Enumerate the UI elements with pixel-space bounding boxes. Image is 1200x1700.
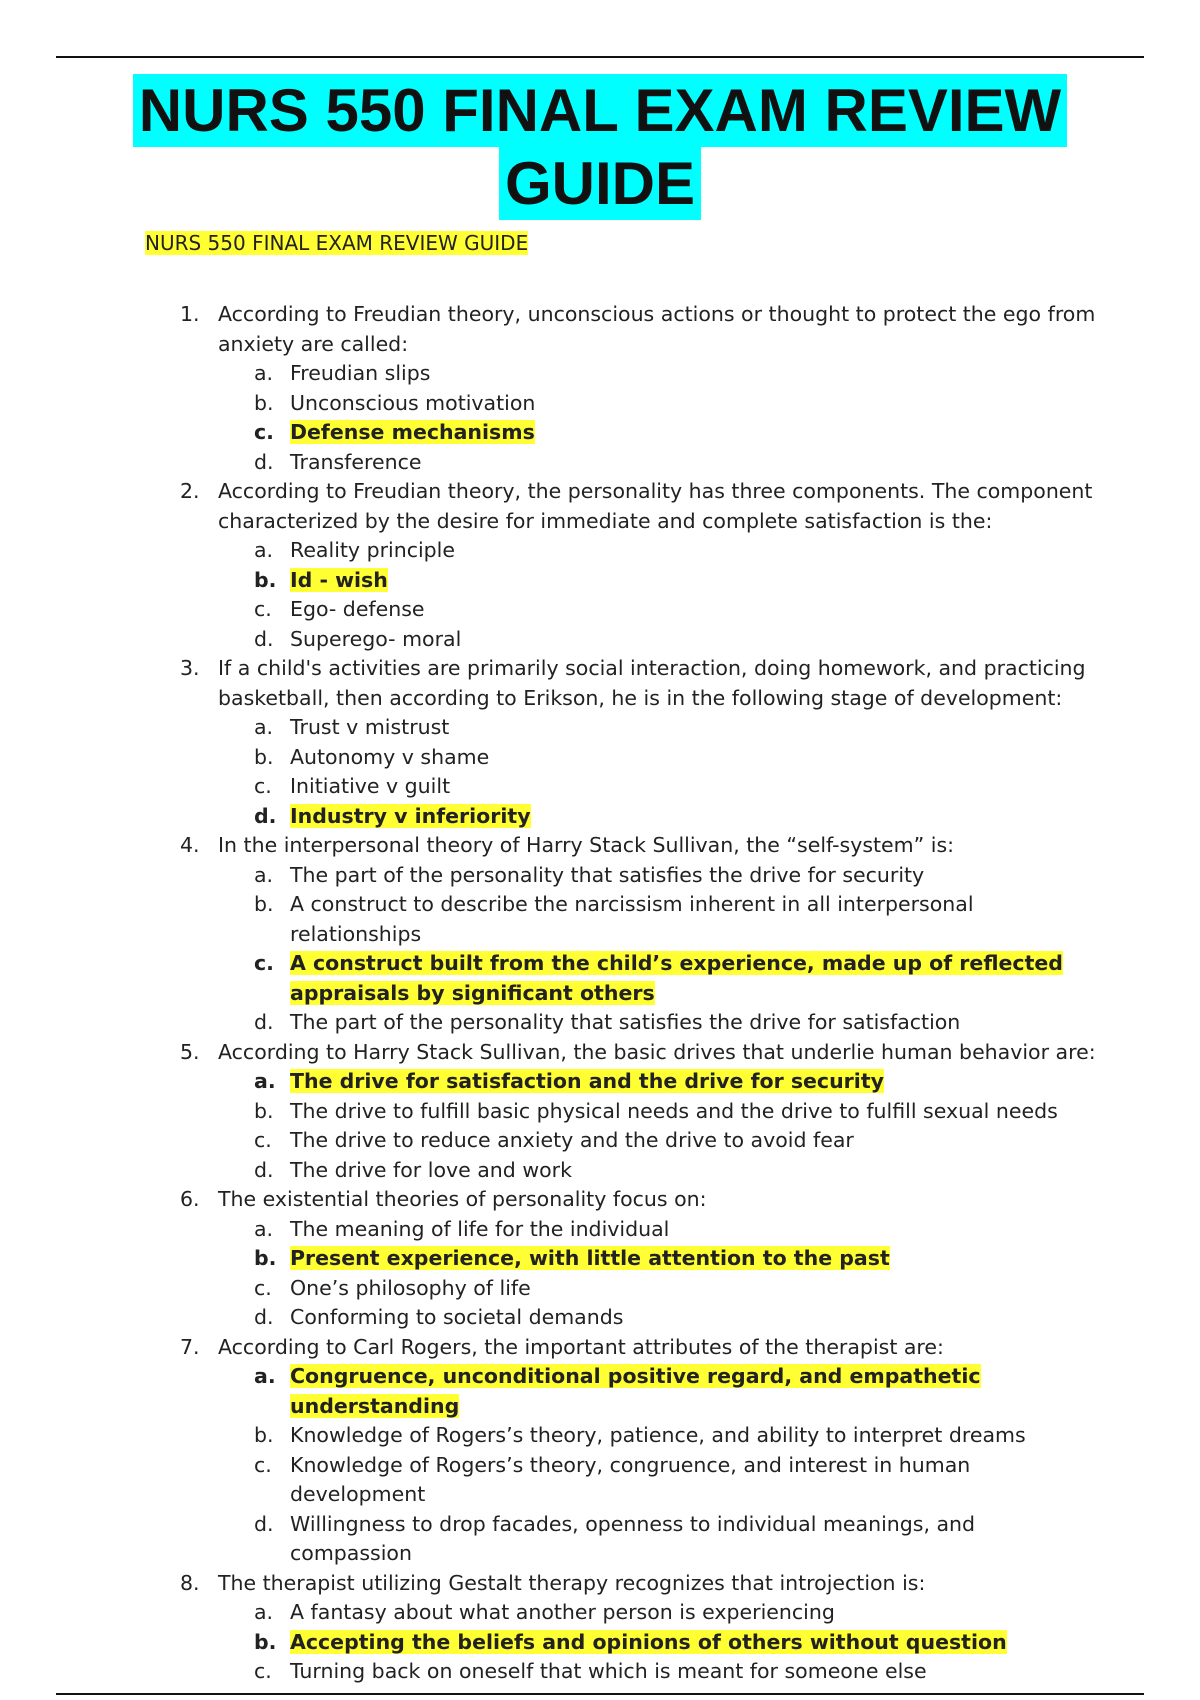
answer-option-correct <box>0 1362 1200 1421</box>
answer-option-correct <box>0 949 1200 1008</box>
question-6 <box>0 1185 1200 1215</box>
question-5 <box>0 1038 1200 1068</box>
question-number: 7. <box>180 1334 200 1359</box>
question-1 <box>0 300 1200 359</box>
question-number: 2. <box>180 479 200 503</box>
option-letter: c. <box>254 1659 272 1683</box>
option-letter: b. <box>254 1629 277 1654</box>
question-7 <box>0 1333 1200 1363</box>
option-letter: d. <box>254 803 277 828</box>
option-letter: b. <box>254 390 274 415</box>
option-text: Knowledge of Rogers’s theory, patience, and ability to interpret dreams <box>290 1423 1026 1447</box>
top-rule <box>56 56 1144 58</box>
option-text: Transference <box>290 449 422 474</box>
option-text: Knowledge of Rogers’s theory, congruence, and interest in human development <box>290 1452 971 1506</box>
option-letter: d. <box>254 449 274 474</box>
option-letter: a. <box>254 862 274 887</box>
option-text: Congruence, unconditional positive regard, and empathetic understanding <box>290 1364 981 1418</box>
option-text: Turning back on oneself that which is meant for someone else <box>290 1659 927 1683</box>
option-text: The part of the personality that satisfies the drive for satisfaction <box>290 1010 961 1034</box>
question-3 <box>0 654 1200 713</box>
option-letter: c. <box>254 1275 272 1300</box>
option-text: Trust v mistrust <box>290 715 450 739</box>
option-letter: b. <box>254 1246 277 1270</box>
option-letter: a. <box>254 538 274 562</box>
title-line-2: GUIDE <box>499 147 701 220</box>
answer-option <box>0 359 1200 389</box>
option-text: A fantasy about what another person is experiencing <box>290 1600 835 1624</box>
option-letter: c. <box>254 774 272 798</box>
option-text: Present experience, with little attention to the past <box>290 1246 890 1270</box>
option-letter: d. <box>254 1511 274 1536</box>
question-8 <box>0 1569 1200 1599</box>
answer-option <box>0 1510 1200 1569</box>
question-text: The therapist utilizing Gestalt therapy recognizes that introjection is: <box>218 1570 926 1595</box>
answer-option <box>0 536 1200 566</box>
answer-option <box>0 861 1200 891</box>
option-text: One’s philosophy of life <box>290 1275 531 1300</box>
option-letter: b. <box>254 1098 274 1123</box>
answer-option <box>0 772 1200 802</box>
option-letter: b. <box>254 892 274 916</box>
answer-option <box>0 1126 1200 1156</box>
option-text: Superego- moral <box>290 626 462 651</box>
question-text: According to Carl Rogers, the important attributes of the therapist are: <box>218 1334 944 1359</box>
title-line-1: NURS 550 FINAL EXAM REVIEW <box>133 74 1067 147</box>
question-number: 1. <box>180 302 200 326</box>
answer-option-correct <box>0 566 1200 596</box>
option-text: Accepting the beliefs and opinions of others without question <box>290 1629 1007 1654</box>
option-text: Initiative v guilt <box>290 774 451 798</box>
option-letter: b. <box>254 1423 274 1447</box>
option-letter: c. <box>254 597 272 621</box>
question-text: In the interpersonal theory of Harry Stack Sullivan, the “self-system” is: <box>218 833 955 857</box>
option-text: The drive for love and work <box>290 1157 572 1182</box>
question-text: According to Harry Stack Sullivan, the basic drives that underlie human behavior are: <box>218 1039 1096 1064</box>
question-2 <box>0 477 1200 536</box>
option-letter: c. <box>254 1452 272 1477</box>
option-letter: d. <box>254 1010 274 1034</box>
answer-option <box>0 595 1200 625</box>
option-letter: d. <box>254 626 274 651</box>
option-text: The drive to reduce anxiety and the drive to avoid fear <box>290 1128 854 1152</box>
bottom-rule <box>56 1693 1144 1695</box>
question-text: According to Freudian theory, unconscious actions or thought to protect the ego from anxiety are called: <box>218 302 1096 356</box>
option-letter: b. <box>254 744 274 769</box>
option-text: The drive to fulfill basic physical needs and the drive to fulfill sexual needs <box>290 1098 1058 1123</box>
option-letter: a. <box>254 1600 274 1624</box>
option-text: A construct to describe the narcissism inherent in all interpersonal relationships <box>290 892 974 946</box>
answer-option-correct <box>0 1628 1200 1658</box>
option-letter: d. <box>254 1157 274 1182</box>
question-number: 8. <box>180 1570 200 1595</box>
option-letter: c. <box>254 420 274 444</box>
option-text: Defense mechanisms <box>290 420 535 444</box>
answer-option <box>0 1274 1200 1304</box>
question-text: The existential theories of personality focus on: <box>218 1187 707 1211</box>
subtitle-text: NURS 550 FINAL EXAM REVIEW GUIDE <box>145 231 529 255</box>
question-number: 4. <box>180 833 200 857</box>
option-letter: c. <box>254 951 274 975</box>
answer-option <box>0 713 1200 743</box>
option-text: Id - wish <box>290 567 388 592</box>
option-text: The meaning of life for the individual <box>290 1216 670 1241</box>
option-text: Freudian slips <box>290 361 431 385</box>
answer-option-correct <box>0 802 1200 832</box>
answer-option <box>0 448 1200 478</box>
question-list <box>0 300 1200 1687</box>
option-text: Unconscious motivation <box>290 390 536 415</box>
option-text: Willingness to drop facades, openness to individual meanings, and compassion <box>290 1511 976 1565</box>
option-text: Ego- defense <box>290 597 425 621</box>
option-text: Autonomy v shame <box>290 744 490 769</box>
option-text: Reality principle <box>290 538 455 562</box>
question-number: 3. <box>180 656 200 680</box>
option-letter: a. <box>254 361 274 385</box>
question-text: If a child's activities are primarily social interaction, doing homework, and practicing basketball, then according to Erikson, he is in the following stage of development: <box>218 656 1086 710</box>
answer-option <box>0 1657 1200 1687</box>
option-letter: a. <box>254 715 274 739</box>
answer-option <box>0 1303 1200 1333</box>
question-text: According to Freudian theory, the personality has three components. The component characterized by the desire for immediate and complete satisfaction is the: <box>218 479 1093 533</box>
option-letter: c. <box>254 1128 272 1152</box>
option-text: The drive for satisfaction and the drive for security <box>290 1069 884 1093</box>
answer-option <box>0 1421 1200 1451</box>
document-subtitle <box>145 230 528 256</box>
answer-option <box>0 1215 1200 1245</box>
option-text: Conforming to societal demands <box>290 1305 624 1329</box>
answer-option <box>0 1598 1200 1628</box>
document-title <box>0 74 1200 220</box>
answer-option <box>0 1008 1200 1038</box>
answer-option <box>0 1097 1200 1127</box>
answer-option-correct <box>0 418 1200 448</box>
option-letter: b. <box>254 567 277 592</box>
option-letter: a. <box>254 1069 276 1093</box>
option-text: A construct built from the child’s experience, made up of reflected appraisals by significant others <box>290 951 1063 1005</box>
answer-option <box>0 1451 1200 1510</box>
option-letter: a. <box>254 1216 274 1241</box>
question-number: 5. <box>180 1039 200 1064</box>
answer-option <box>0 389 1200 419</box>
question-number: 6. <box>180 1187 200 1211</box>
answer-option <box>0 625 1200 655</box>
answer-option-correct <box>0 1244 1200 1274</box>
answer-option <box>0 890 1200 949</box>
question-4 <box>0 831 1200 861</box>
answer-option <box>0 743 1200 773</box>
answer-option <box>0 1156 1200 1186</box>
answer-option-correct <box>0 1067 1200 1097</box>
option-letter: a. <box>254 1364 276 1388</box>
option-text: The part of the personality that satisfies the drive for security <box>290 862 925 887</box>
option-text: Industry v inferiority <box>290 803 531 828</box>
option-letter: d. <box>254 1305 274 1329</box>
